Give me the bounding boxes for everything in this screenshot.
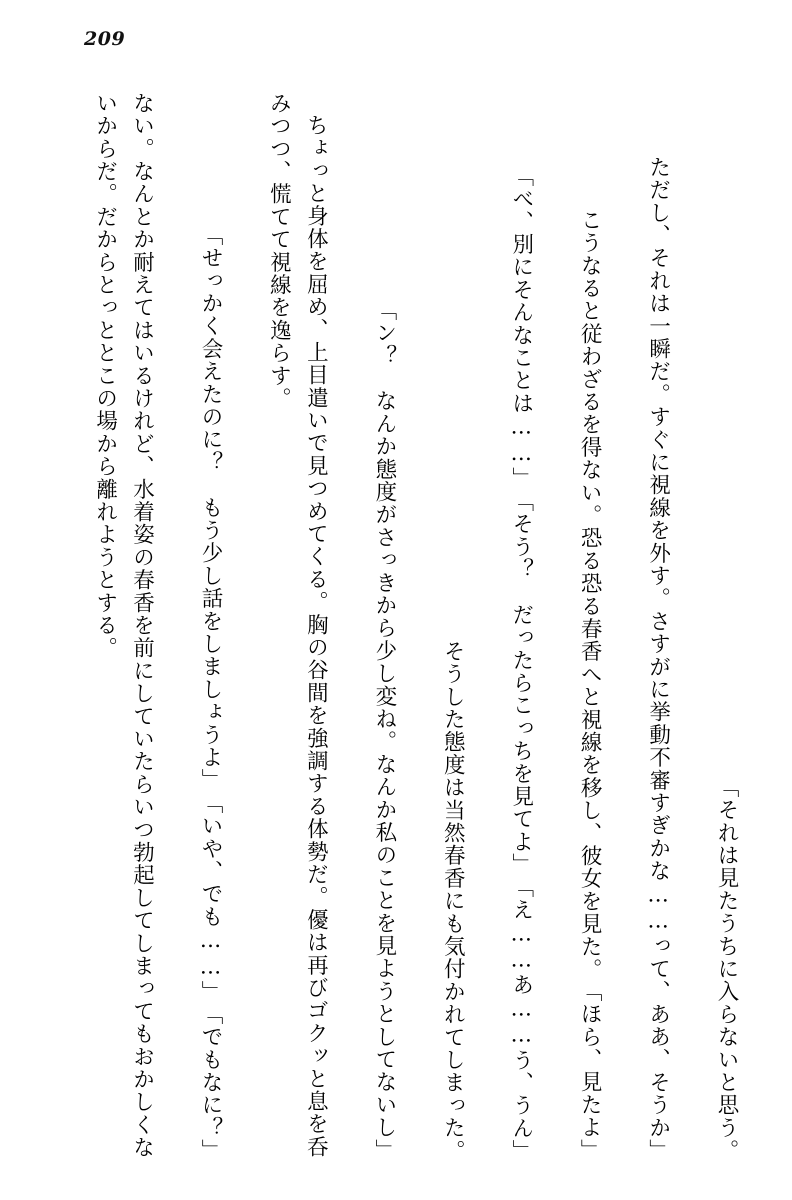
paragraph: 「ン？ なんか態度がさっきから少し変ね。なんか私のことを見ようとしてないし」 (371, 299, 397, 1162)
paragraph: ただし、それは一瞬だ。すぐに視線を外す。さすがに挙動不審すぎかな……って、ああ、そうか」 (645, 156, 671, 1162)
paragraph: 「ほら、見たよ」 (577, 980, 603, 1162)
page-number: 209 (84, 28, 126, 50)
body-text-column (54, 92, 744, 1162)
paragraph: こうなると従わざるを得ない。恐る恐る春香へと視線を移し、彼女を見た。 (577, 208, 603, 981)
paragraph: そうした態度は当然春香にも気付かれてしまった。 (440, 639, 466, 1162)
paragraph: 「でもなに？」 (197, 1003, 223, 1162)
paragraph: 「そう？ だったらこっちを見てよ」 (508, 489, 534, 876)
paragraph: 「いや、でも……」 (197, 791, 223, 1004)
paragraph: 「べ、別にそんなことは……」 (508, 164, 534, 490)
paragraph: 「それは見たうちに入らないと思う。 (714, 776, 739, 1162)
paragraph: ない。なんとか耐えてはいるけれど、水着姿の春香を前にしていたらいつ勃起してしまってもおかしくないからだ。だからとっととこの場から離れようとする。 (92, 92, 155, 1159)
paragraph: ちょっと身体を屈め、上目遣いで見つめてくる。胸の谷間を強調する体勢だ。優は再びゴクッと息を呑みつつ、慌てて視線を逸らす。 (266, 92, 329, 1158)
paragraph: 「え……あ……う、うん」 (508, 875, 534, 1162)
paragraph: 「せっかく会えたのに？ もう少し話をしましょうよ」 (197, 224, 223, 792)
